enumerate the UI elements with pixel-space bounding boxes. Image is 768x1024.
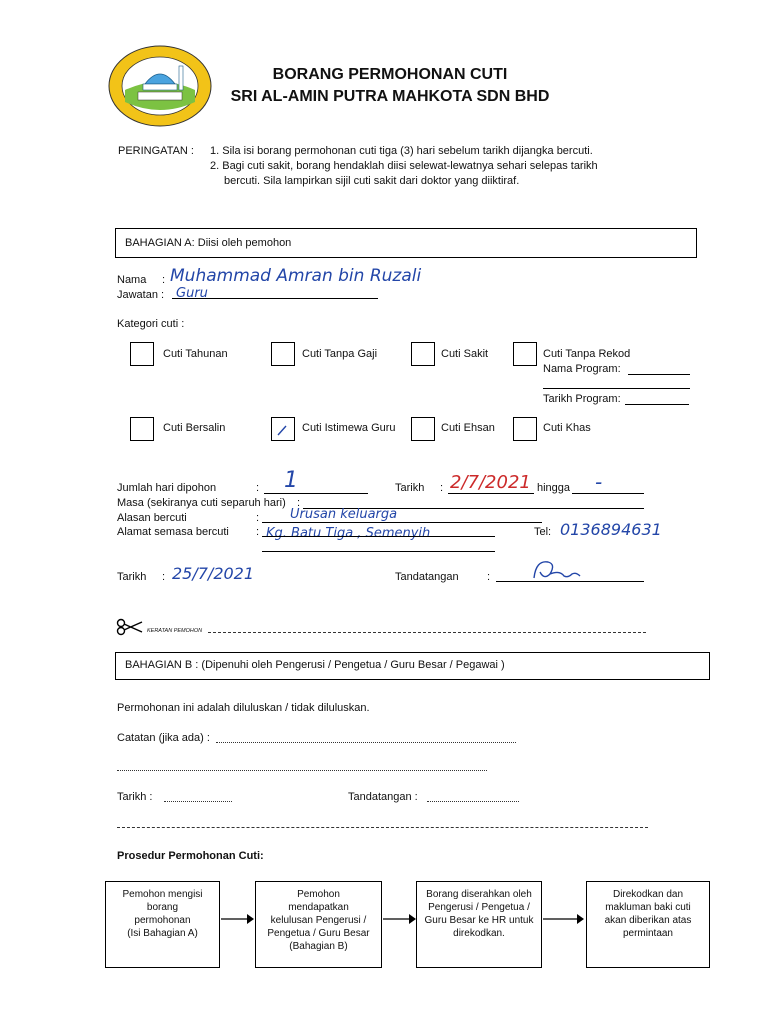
procedure-step-4 — [586, 881, 710, 968]
catatan-line-2 — [117, 770, 487, 771]
arrow-right-icon — [382, 912, 418, 926]
tarikh2-label: Tarikh — [117, 571, 147, 583]
section-b-heading: BAHAGIAN B : (Dipenuhi oleh Pengerusi / Pengetua / Guru Besar / Pegawai ) — [125, 659, 505, 671]
warning-item-1: 1. Sila isi borang permohonan cuti tiga (3) hari sebelum tarikh dijangka bercuti. — [210, 145, 593, 157]
b-tarikh-label: Tarikh : — [117, 791, 153, 803]
arrow-right-icon — [220, 912, 256, 926]
tel-value[interactable]: 0136894631 — [560, 520, 662, 539]
b-tarikh-line — [164, 801, 232, 802]
school-logo — [107, 44, 213, 128]
procedure-title: Prosedur Permohonan Cuti: — [117, 850, 264, 862]
jumlah-value[interactable]: 1 — [284, 468, 298, 493]
kategori-label: Kategori cuti : — [117, 318, 185, 330]
tel-label: Tel: — [534, 526, 552, 538]
category-label: Cuti Tanpa Gaji — [302, 348, 378, 360]
form-title: BORANG PERMOHONAN CUTI — [272, 66, 508, 83]
warning-label: PERINGATAN : — [118, 145, 194, 157]
checkbox-cuti-tanpa-rekod[interactable] — [513, 342, 537, 366]
masa-colon: : — [297, 497, 301, 509]
warning-item-2: 2. Bagi cuti sakit, borang hendaklah diisi selewat-lewatnya sehari selepas tarikh — [210, 160, 598, 172]
section-b-header — [115, 652, 710, 680]
keratan-cut-line — [208, 632, 646, 633]
alamat-colon: : — [256, 526, 260, 538]
category-label: Cuti Khas — [543, 422, 591, 434]
jawatan-underline — [172, 298, 378, 299]
procedure-step-text: Pemohon mendapatkan kelulusan Pengerusi / Pengetua / Guru Besar (Bahagian B) — [267, 889, 370, 952]
keratan-label: KERATAN PEMOHON — [147, 628, 203, 634]
warning-item-2-cont: bercuti. Sila lampirkan sijil cuti sakit dari doktor yang diiktiraf. — [224, 175, 520, 187]
b-tandatangan-label: Tandatangan : — [348, 791, 418, 803]
tarikh2-colon: : — [162, 571, 166, 583]
hingga-label: hingga — [537, 482, 571, 494]
section-b-end-line — [117, 827, 648, 828]
checkbox-cuti-sakit[interactable] — [411, 342, 435, 366]
alamat-label: Alamat semasa bercuti — [117, 526, 229, 538]
category-label: Cuti Sakit — [441, 348, 489, 360]
company-name: SRI AL-AMIN PUTRA MAHKOTA SDN BHD — [230, 88, 550, 105]
alamat-value[interactable]: Kg. Batu Tiga , Semenyih — [266, 526, 431, 541]
checkbox-cuti-tanpa-gaji[interactable] — [271, 342, 295, 366]
b-tandatangan-line — [427, 801, 519, 802]
alasan-value[interactable]: Urusan keluarga — [290, 507, 398, 522]
checkbox-cuti-istimewa-guru[interactable] — [271, 417, 295, 441]
alasan-underline — [262, 522, 542, 523]
category-label: Cuti Istimewa Guru — [302, 422, 396, 434]
checkbox-cuti-tahunan[interactable] — [130, 342, 154, 366]
procedure-step-text: Pemohon mengisi borang permohonan (Isi Bahagian A) — [122, 889, 203, 939]
jumlah-underline — [264, 493, 368, 494]
procedure-step-text: Direkodkan dan makluman baki cuti akan diberikan atas permintaan — [604, 889, 692, 939]
nama-program-line-2 — [543, 388, 690, 389]
category-label: Cuti Bersalin — [163, 422, 226, 434]
tarikh-from-value[interactable]: 2/7/2021 — [450, 472, 531, 493]
signature-image — [530, 556, 582, 587]
category-label: Cuti Tahunan — [163, 348, 228, 360]
checkbox-cuti-ehsan[interactable] — [411, 417, 435, 441]
nama-value[interactable]: Muhammad Amran bin Ruzali — [170, 266, 422, 286]
tarikh-program-line — [625, 404, 689, 405]
checkbox-cuti-khas[interactable] — [513, 417, 537, 441]
nama-colon: : — [162, 274, 166, 286]
alamat-underline-1 — [262, 536, 495, 537]
checkbox-cuti-bersalin[interactable] — [130, 417, 154, 441]
tarikh-program-label: Tarikh Program: — [543, 393, 621, 405]
tarikh2-value[interactable]: 25/7/2021 — [172, 564, 255, 583]
tandatangan-colon: : — [487, 571, 491, 583]
tarikh-from-underline — [448, 493, 534, 494]
jumlah-colon: : — [256, 482, 260, 494]
jumlah-label: Jumlah hari dipohon — [117, 482, 217, 494]
procedure-step-text: Borang diserahkan oleh Pengerusi / Pengetua / Guru Besar ke HR untuk direkodkan. — [424, 889, 534, 939]
category-label: Cuti Ehsan — [441, 422, 495, 434]
nama-program-line-1 — [628, 374, 690, 375]
section-a-heading: BAHAGIAN A: Diisi oleh pemohon — [125, 237, 292, 249]
section-a-header — [115, 228, 697, 258]
tandatangan-label: Tandatangan — [395, 571, 459, 583]
scissors-icon — [116, 618, 144, 641]
tarikh-to-value[interactable]: - — [595, 470, 603, 494]
procedure-step-3 — [416, 881, 542, 968]
procedure-step-1 — [105, 881, 220, 968]
procedure-step-2 — [255, 881, 382, 968]
arrow-right-icon — [542, 912, 586, 926]
category-label: Cuti Tanpa Rekod — [543, 348, 631, 360]
masa-label: Masa (sekiranya cuti separuh hari) — [117, 497, 286, 509]
nama-program-label: Nama Program: — [543, 363, 621, 375]
approval-status: Permohonan ini adalah diluluskan / tidak diluluskan. — [117, 702, 370, 714]
check-mark-icon — [272, 418, 294, 440]
catatan-line-1 — [216, 742, 516, 743]
catatan-label: Catatan (jika ada) : — [117, 732, 210, 744]
tarikh-colon: : — [440, 482, 444, 494]
alamat-underline-2 — [262, 551, 495, 552]
jawatan-label: Jawatan : — [117, 289, 165, 301]
alasan-label: Alasan bercuti — [117, 512, 187, 524]
nama-label: Nama — [117, 274, 147, 286]
alasan-colon: : — [256, 512, 260, 524]
tarikh-label: Tarikh — [395, 482, 425, 494]
tarikh-to-underline — [572, 493, 644, 494]
jawatan-value[interactable]: Guru — [176, 286, 208, 301]
